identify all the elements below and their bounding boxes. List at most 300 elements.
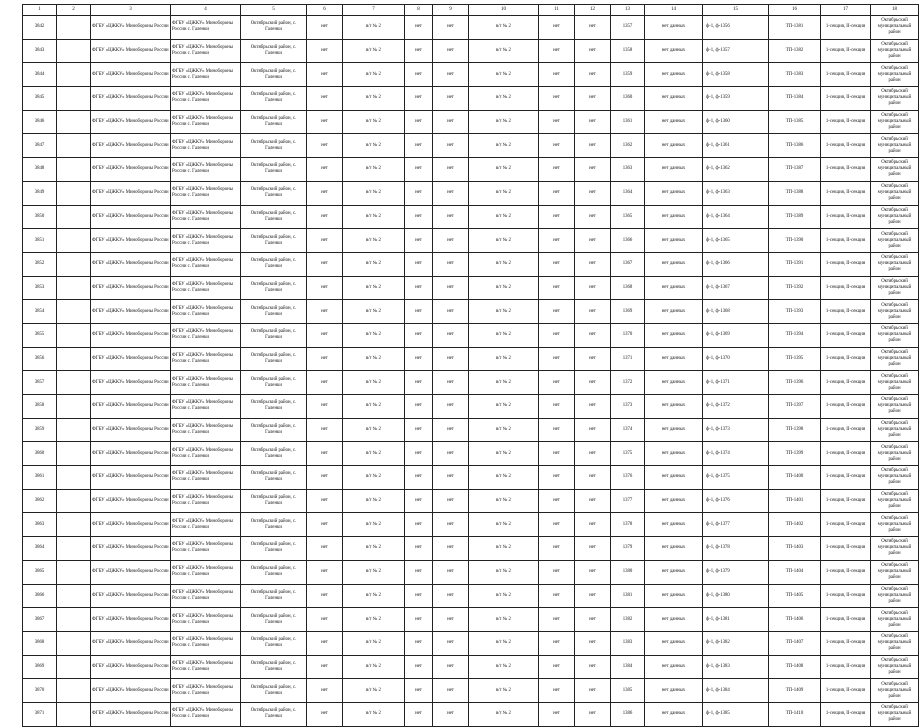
feeder-cell: ф-1, ф-1356 xyxy=(703,16,769,40)
substation-cell: ТП-1392 xyxy=(769,276,821,300)
value-cell: нет xyxy=(575,63,611,87)
value-cell: нет xyxy=(539,608,575,632)
value-cell: нет xyxy=(539,158,575,182)
data-status-cell: нет данных xyxy=(645,87,703,111)
data-status-cell: нет данных xyxy=(645,63,703,87)
substation-cell: ТП-1388 xyxy=(769,181,821,205)
section-cell: 1-секция, II-секция xyxy=(821,63,871,87)
feeder-cell: ф-1, ф-1363 xyxy=(703,181,769,205)
address-cell: Октябрьский район, с. Галенки xyxy=(241,395,307,419)
row-number-cell: 3854 xyxy=(23,300,57,324)
value-cell: нет xyxy=(433,323,469,347)
blank-cell xyxy=(57,395,91,419)
feeder-cell: ф-1, ф-1373 xyxy=(703,418,769,442)
table-row xyxy=(23,442,919,466)
feeder-cell: ф-1, ф-1372 xyxy=(703,395,769,419)
address-cell: Октябрьский район, с. Галенки xyxy=(241,39,307,63)
value-cell: нет xyxy=(433,87,469,111)
section-cell: 1-секция, II-секция xyxy=(821,537,871,561)
military-town-cell: в/г № 2 xyxy=(469,323,539,347)
data-status-cell: нет данных xyxy=(645,466,703,490)
section-cell: 1-секция, II-секция xyxy=(821,323,871,347)
row-number-cell: 3845 xyxy=(23,87,57,111)
substation-cell: ТП-1401 xyxy=(769,489,821,513)
object-id-cell: 1385 xyxy=(611,679,645,703)
military-town-cell: в/г № 2 xyxy=(469,39,539,63)
row-number-cell: 3860 xyxy=(23,442,57,466)
blank-cell xyxy=(57,110,91,134)
value-cell: нет xyxy=(575,371,611,395)
value-cell: нет xyxy=(307,110,343,134)
table-row xyxy=(23,63,919,87)
object-id-cell: 1376 xyxy=(611,466,645,490)
table-body xyxy=(23,16,919,727)
blank-cell xyxy=(57,158,91,182)
blank-cell xyxy=(57,442,91,466)
table-row xyxy=(23,560,919,584)
row-number-cell: 3856 xyxy=(23,347,57,371)
value-cell: нет xyxy=(575,323,611,347)
table-row xyxy=(23,87,919,111)
column-header-4: 4 xyxy=(171,5,241,16)
value-cell: нет xyxy=(539,466,575,490)
military-town-cell: в/г № 2 xyxy=(469,276,539,300)
feeder-cell: ф-1, ф-1369 xyxy=(703,323,769,347)
row-number-cell: 3858 xyxy=(23,395,57,419)
value-cell: нет xyxy=(575,631,611,655)
section-cell: 1-секция, II-секция xyxy=(821,679,871,703)
organization-cell: ФГБУ «ЦЖКУ» Минобороны России xyxy=(91,134,171,158)
column-header-3: 3 xyxy=(91,5,171,16)
value-cell: нет xyxy=(405,181,433,205)
value-cell: нет xyxy=(405,655,433,679)
row-number-cell: 3853 xyxy=(23,276,57,300)
district-cell: Октябрьский муниципальный район xyxy=(871,537,919,561)
value-cell: нет xyxy=(405,300,433,324)
row-number-cell: 3861 xyxy=(23,466,57,490)
value-cell: нет xyxy=(307,513,343,537)
military-town-cell: в/г № 2 xyxy=(343,395,405,419)
data-status-cell: нет данных xyxy=(645,560,703,584)
district-cell: Октябрьский муниципальный район xyxy=(871,513,919,537)
military-town-cell: в/г № 2 xyxy=(343,134,405,158)
organization-cell: ФГБУ «ЦЖКУ» Минобороны России xyxy=(91,584,171,608)
object-id-cell: 1370 xyxy=(611,323,645,347)
value-cell: нет xyxy=(433,560,469,584)
organization-cell: ФГБУ «ЦЖКУ» Минобороны России xyxy=(91,181,171,205)
table-row xyxy=(23,418,919,442)
address-cell: Октябрьский район, с. Галенки xyxy=(241,300,307,324)
value-cell: нет xyxy=(539,655,575,679)
section-cell: 1-секция, II-секция xyxy=(821,442,871,466)
military-town-cell: в/г № 2 xyxy=(469,702,539,726)
military-town-cell: в/г № 2 xyxy=(343,110,405,134)
district-cell: Октябрьский муниципальный район xyxy=(871,87,919,111)
section-cell: 1-секция, II-секция xyxy=(821,300,871,324)
value-cell: нет xyxy=(405,513,433,537)
organization-cell: ФГБУ «ЦЖКУ» Минобороны России xyxy=(91,87,171,111)
section-cell: 1-секция, II-секция xyxy=(821,489,871,513)
military-town-cell: в/г № 2 xyxy=(343,158,405,182)
object-id-cell: 1377 xyxy=(611,489,645,513)
value-cell: нет xyxy=(575,252,611,276)
substation-cell: ТП-1403 xyxy=(769,537,821,561)
feeder-cell: ф-1, ф-1375 xyxy=(703,466,769,490)
feeder-cell: ф-1, ф-1376 xyxy=(703,489,769,513)
value-cell: нет xyxy=(405,252,433,276)
value-cell: нет xyxy=(307,158,343,182)
military-town-cell: в/г № 2 xyxy=(343,631,405,655)
military-town-cell: в/г № 2 xyxy=(343,181,405,205)
object-id-cell: 1357 xyxy=(611,16,645,40)
military-town-cell: в/г № 2 xyxy=(469,584,539,608)
header-row xyxy=(23,5,919,16)
blank-cell xyxy=(57,513,91,537)
data-status-cell: нет данных xyxy=(645,489,703,513)
row-number-cell: 3846 xyxy=(23,110,57,134)
military-town-cell: в/г № 2 xyxy=(343,252,405,276)
section-cell: 1-секция, II-секция xyxy=(821,39,871,63)
military-town-cell: в/г № 2 xyxy=(343,537,405,561)
address-cell: Октябрьский район, с. Галенки xyxy=(241,513,307,537)
military-town-cell: в/г № 2 xyxy=(469,110,539,134)
value-cell: нет xyxy=(307,16,343,40)
military-town-cell: в/г № 2 xyxy=(469,466,539,490)
object-id-cell: 1367 xyxy=(611,252,645,276)
district-cell: Октябрьский муниципальный район xyxy=(871,181,919,205)
row-number-cell: 3844 xyxy=(23,63,57,87)
address-cell: Октябрьский район, с. Галенки xyxy=(241,442,307,466)
table-row xyxy=(23,252,919,276)
organization-cell: ФГБУ «ЦЖКУ» Минобороны России xyxy=(91,347,171,371)
value-cell: нет xyxy=(405,679,433,703)
military-town-cell: в/г № 2 xyxy=(469,513,539,537)
value-cell: нет xyxy=(307,39,343,63)
substation-cell: ТП-1398 xyxy=(769,418,821,442)
column-header-8: 8 xyxy=(405,5,433,16)
blank-cell xyxy=(57,134,91,158)
row-number-cell: 3849 xyxy=(23,181,57,205)
blank-cell xyxy=(57,39,91,63)
section-cell: 1-секция, II-секция xyxy=(821,252,871,276)
blank-cell xyxy=(57,418,91,442)
table-row xyxy=(23,229,919,253)
military-town-cell: в/г № 2 xyxy=(343,513,405,537)
military-town-cell: в/г № 2 xyxy=(469,679,539,703)
value-cell: нет xyxy=(307,323,343,347)
value-cell: нет xyxy=(433,537,469,561)
column-header-12: 12 xyxy=(575,5,611,16)
table-row xyxy=(23,679,919,703)
address-cell: Октябрьский район, с. Галенки xyxy=(241,537,307,561)
value-cell: нет xyxy=(575,655,611,679)
value-cell: нет xyxy=(539,560,575,584)
address-cell: Октябрьский район, с. Галенки xyxy=(241,276,307,300)
district-cell: Октябрьский муниципальный район xyxy=(871,39,919,63)
row-number-cell: 3855 xyxy=(23,323,57,347)
object-id-cell: 1386 xyxy=(611,702,645,726)
section-cell: 1-секция, II-секция xyxy=(821,702,871,726)
object-id-cell: 1383 xyxy=(611,631,645,655)
value-cell: нет xyxy=(307,537,343,561)
owner-location-cell: ФГБУ «ЦЖКУ» Минобороны России с. Галенки xyxy=(171,655,241,679)
military-town-cell: в/г № 2 xyxy=(343,418,405,442)
column-header-9: 9 xyxy=(433,5,469,16)
owner-location-cell: ФГБУ «ЦЖКУ» Минобороны России с. Галенки xyxy=(171,347,241,371)
value-cell: нет xyxy=(307,87,343,111)
military-town-cell: в/г № 2 xyxy=(469,229,539,253)
feeder-cell: ф-1, ф-1385 xyxy=(703,702,769,726)
owner-location-cell: ФГБУ «ЦЖКУ» Минобороны России с. Галенки xyxy=(171,442,241,466)
value-cell: нет xyxy=(433,395,469,419)
district-cell: Октябрьский муниципальный район xyxy=(871,560,919,584)
object-id-cell: 1373 xyxy=(611,395,645,419)
table-row xyxy=(23,110,919,134)
data-status-cell: нет данных xyxy=(645,276,703,300)
district-cell: Октябрьский муниципальный район xyxy=(871,702,919,726)
data-status-cell: нет данных xyxy=(645,134,703,158)
value-cell: нет xyxy=(539,276,575,300)
district-cell: Октябрьский муниципальный район xyxy=(871,395,919,419)
owner-location-cell: ФГБУ «ЦЖКУ» Минобороны России с. Галенки xyxy=(171,158,241,182)
value-cell: нет xyxy=(405,584,433,608)
blank-cell xyxy=(57,631,91,655)
blank-cell xyxy=(57,229,91,253)
address-cell: Октябрьский район, с. Галенки xyxy=(241,87,307,111)
feeder-cell: ф-1, ф-1383 xyxy=(703,655,769,679)
object-id-cell: 1375 xyxy=(611,442,645,466)
address-cell: Октябрьский район, с. Галенки xyxy=(241,323,307,347)
blank-cell xyxy=(57,347,91,371)
row-number-cell: 3867 xyxy=(23,608,57,632)
data-status-cell: нет данных xyxy=(645,181,703,205)
owner-location-cell: ФГБУ «ЦЖКУ» Минобороны России с. Галенки xyxy=(171,63,241,87)
district-cell: Октябрьский муниципальный район xyxy=(871,442,919,466)
object-id-cell: 1361 xyxy=(611,110,645,134)
column-header-17: 17 xyxy=(821,5,871,16)
military-town-cell: в/г № 2 xyxy=(343,229,405,253)
owner-location-cell: ФГБУ «ЦЖКУ» Минобороны России с. Галенки xyxy=(171,16,241,40)
organization-cell: ФГБУ «ЦЖКУ» Минобороны России xyxy=(91,513,171,537)
substation-cell: ТП-1397 xyxy=(769,395,821,419)
owner-location-cell: ФГБУ «ЦЖКУ» Минобороны России с. Галенки xyxy=(171,39,241,63)
value-cell: нет xyxy=(575,39,611,63)
data-status-cell: нет данных xyxy=(645,323,703,347)
owner-location-cell: ФГБУ «ЦЖКУ» Минобороны России с. Галенки xyxy=(171,87,241,111)
value-cell: нет xyxy=(433,513,469,537)
table-row xyxy=(23,300,919,324)
value-cell: нет xyxy=(433,300,469,324)
organization-cell: ФГБУ «ЦЖКУ» Минобороны России xyxy=(91,679,171,703)
substation-cell: ТП-1393 xyxy=(769,300,821,324)
value-cell: нет xyxy=(575,300,611,324)
value-cell: нет xyxy=(307,418,343,442)
owner-location-cell: ФГБУ «ЦЖКУ» Минобороны России с. Галенки xyxy=(171,229,241,253)
value-cell: нет xyxy=(433,39,469,63)
value-cell: нет xyxy=(405,702,433,726)
table-row xyxy=(23,181,919,205)
feeder-cell: ф-1, ф-1365 xyxy=(703,229,769,253)
value-cell: нет xyxy=(405,16,433,40)
object-id-cell: 1371 xyxy=(611,347,645,371)
organization-cell: ФГБУ «ЦЖКУ» Минобороны России xyxy=(91,205,171,229)
data-status-cell: нет данных xyxy=(645,584,703,608)
table-row xyxy=(23,347,919,371)
object-id-cell: 1362 xyxy=(611,134,645,158)
value-cell: нет xyxy=(539,418,575,442)
data-status-cell: нет данных xyxy=(645,252,703,276)
table-row xyxy=(23,608,919,632)
blank-cell xyxy=(57,584,91,608)
value-cell: нет xyxy=(575,87,611,111)
feeder-cell: ф-1, ф-1378 xyxy=(703,537,769,561)
feeder-cell: ф-1, ф-1380 xyxy=(703,584,769,608)
owner-location-cell: ФГБУ «ЦЖКУ» Минобороны России с. Галенки xyxy=(171,513,241,537)
column-header-14: 14 xyxy=(645,5,703,16)
object-id-cell: 1360 xyxy=(611,87,645,111)
value-cell: нет xyxy=(539,442,575,466)
value-cell: нет xyxy=(405,466,433,490)
blank-cell xyxy=(57,702,91,726)
section-cell: 1-секция, II-секция xyxy=(821,158,871,182)
organization-cell: ФГБУ «ЦЖКУ» Минобороны России xyxy=(91,371,171,395)
military-town-cell: в/г № 2 xyxy=(469,134,539,158)
object-id-cell: 1366 xyxy=(611,229,645,253)
value-cell: нет xyxy=(307,205,343,229)
military-town-cell: в/г № 2 xyxy=(469,631,539,655)
value-cell: нет xyxy=(575,158,611,182)
feeder-cell: ф-1, ф-1374 xyxy=(703,442,769,466)
value-cell: нет xyxy=(405,442,433,466)
value-cell: нет xyxy=(539,87,575,111)
address-cell: Октябрьский район, с. Галенки xyxy=(241,631,307,655)
address-cell: Октябрьский район, с. Галенки xyxy=(241,679,307,703)
substation-cell: ТП-1390 xyxy=(769,229,821,253)
district-cell: Октябрьский муниципальный район xyxy=(871,300,919,324)
data-status-cell: нет данных xyxy=(645,608,703,632)
address-cell: Октябрьский район, с. Галенки xyxy=(241,347,307,371)
district-cell: Октябрьский муниципальный район xyxy=(871,608,919,632)
owner-location-cell: ФГБУ «ЦЖКУ» Минобороны России с. Галенки xyxy=(171,608,241,632)
owner-location-cell: ФГБУ «ЦЖКУ» Минобороны России с. Галенки xyxy=(171,371,241,395)
section-cell: 1-секция, II-секция xyxy=(821,16,871,40)
military-town-cell: в/г № 2 xyxy=(343,608,405,632)
object-id-cell: 1369 xyxy=(611,300,645,324)
military-town-cell: в/г № 2 xyxy=(469,560,539,584)
district-cell: Октябрьский муниципальный район xyxy=(871,205,919,229)
value-cell: нет xyxy=(539,584,575,608)
substation-cell: ТП-1407 xyxy=(769,631,821,655)
object-id-cell: 1364 xyxy=(611,181,645,205)
row-number-cell: 3866 xyxy=(23,584,57,608)
military-town-cell: в/г № 2 xyxy=(343,466,405,490)
row-number-cell: 3850 xyxy=(23,205,57,229)
organization-cell: ФГБУ «ЦЖКУ» Минобороны России xyxy=(91,323,171,347)
owner-location-cell: ФГБУ «ЦЖКУ» Минобороны России с. Галенки xyxy=(171,584,241,608)
substation-cell: ТП-1405 xyxy=(769,584,821,608)
value-cell: нет xyxy=(433,679,469,703)
value-cell: нет xyxy=(575,537,611,561)
value-cell: нет xyxy=(575,466,611,490)
military-town-cell: в/г № 2 xyxy=(469,16,539,40)
blank-cell xyxy=(57,655,91,679)
blank-cell xyxy=(57,560,91,584)
table-row xyxy=(23,158,919,182)
address-cell: Октябрьский район, с. Галенки xyxy=(241,466,307,490)
feeder-cell: ф-1, ф-1370 xyxy=(703,347,769,371)
section-cell: 1-секция, II-секция xyxy=(821,110,871,134)
owner-location-cell: ФГБУ «ЦЖКУ» Минобороны России с. Галенки xyxy=(171,679,241,703)
value-cell: нет xyxy=(539,63,575,87)
owner-location-cell: ФГБУ «ЦЖКУ» Минобороны России с. Галенки xyxy=(171,134,241,158)
value-cell: нет xyxy=(405,229,433,253)
column-header-13: 13 xyxy=(611,5,645,16)
organization-cell: ФГБУ «ЦЖКУ» Минобороны России xyxy=(91,16,171,40)
address-cell: Октябрьский район, с. Галенки xyxy=(241,560,307,584)
military-town-cell: в/г № 2 xyxy=(343,63,405,87)
address-cell: Октябрьский район, с. Галенки xyxy=(241,371,307,395)
feeder-cell: ф-1, ф-1382 xyxy=(703,631,769,655)
value-cell: нет xyxy=(307,371,343,395)
row-number-cell: 3869 xyxy=(23,655,57,679)
address-cell: Октябрьский район, с. Галенки xyxy=(241,16,307,40)
value-cell: нет xyxy=(433,229,469,253)
value-cell: нет xyxy=(575,276,611,300)
value-cell: нет xyxy=(405,134,433,158)
value-cell: нет xyxy=(539,181,575,205)
owner-location-cell: ФГБУ «ЦЖКУ» Минобороны России с. Галенки xyxy=(171,323,241,347)
column-header-11: 11 xyxy=(539,5,575,16)
owner-location-cell: ФГБУ «ЦЖКУ» Минобороны России с. Галенки xyxy=(171,466,241,490)
value-cell: нет xyxy=(433,631,469,655)
blank-cell xyxy=(57,16,91,40)
owner-location-cell: ФГБУ «ЦЖКУ» Минобороны России с. Галенки xyxy=(171,252,241,276)
military-town-cell: в/г № 2 xyxy=(343,16,405,40)
row-number-cell: 3868 xyxy=(23,631,57,655)
section-cell: 1-секция, II-секция xyxy=(821,229,871,253)
data-status-cell: нет данных xyxy=(645,631,703,655)
table-row xyxy=(23,631,919,655)
value-cell: нет xyxy=(433,489,469,513)
section-cell: 1-секция, II-секция xyxy=(821,134,871,158)
blank-cell xyxy=(57,87,91,111)
value-cell: нет xyxy=(433,466,469,490)
value-cell: нет xyxy=(307,489,343,513)
value-cell: нет xyxy=(307,252,343,276)
data-status-cell: нет данных xyxy=(645,158,703,182)
object-id-cell: 1382 xyxy=(611,608,645,632)
value-cell: нет xyxy=(539,702,575,726)
owner-location-cell: ФГБУ «ЦЖКУ» Минобороны России с. Галенки xyxy=(171,537,241,561)
blank-cell xyxy=(57,276,91,300)
address-cell: Октябрьский район, с. Галенки xyxy=(241,418,307,442)
district-cell: Октябрьский муниципальный район xyxy=(871,466,919,490)
military-town-cell: в/г № 2 xyxy=(469,300,539,324)
military-town-cell: в/г № 2 xyxy=(469,371,539,395)
substation-cell: ТП-1399 xyxy=(769,442,821,466)
owner-location-cell: ФГБУ «ЦЖКУ» Минобороны России с. Галенки xyxy=(171,702,241,726)
military-town-cell: в/г № 2 xyxy=(343,205,405,229)
table-row xyxy=(23,537,919,561)
data-status-cell: нет данных xyxy=(645,110,703,134)
organization-cell: ФГБУ «ЦЖКУ» Минобороны России xyxy=(91,252,171,276)
value-cell: нет xyxy=(433,418,469,442)
object-id-cell: 1374 xyxy=(611,418,645,442)
owner-location-cell: ФГБУ «ЦЖКУ» Минобороны России с. Галенки xyxy=(171,205,241,229)
district-cell: Октябрьский муниципальный район xyxy=(871,371,919,395)
organization-cell: ФГБУ «ЦЖКУ» Минобороны России xyxy=(91,39,171,63)
military-town-cell: в/г № 2 xyxy=(469,181,539,205)
